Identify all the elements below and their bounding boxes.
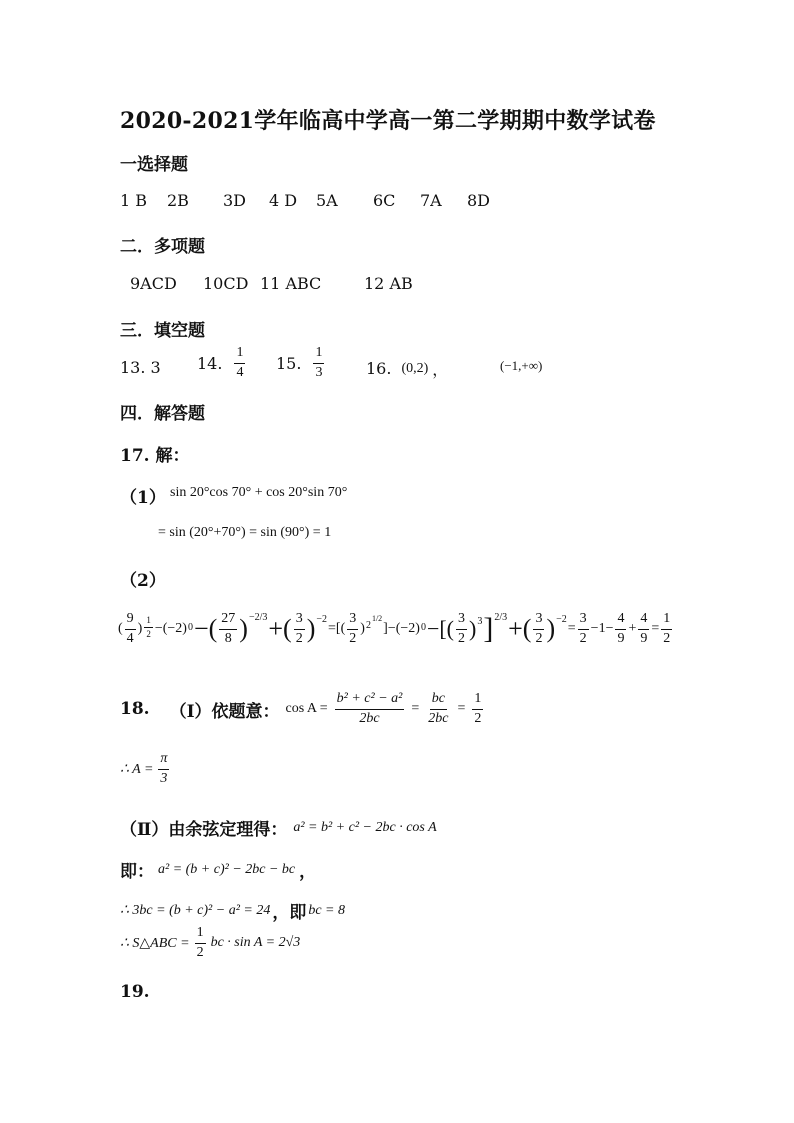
- denominator: 3: [160, 770, 168, 786]
- question-18-part2: [120, 815, 437, 840]
- term: +: [628, 621, 637, 637]
- denominator: 4: [236, 364, 244, 380]
- numerator: 3: [578, 612, 589, 630]
- numerator: 1: [195, 926, 206, 944]
- exponent-fraction: [144, 616, 153, 640]
- math-term: ∴ A =: [120, 761, 154, 777]
- paren: (: [118, 621, 123, 637]
- denominator: 2: [458, 630, 466, 646]
- math-line: a² = b² + c² − 2bc · cos A: [293, 819, 437, 835]
- equals: =: [651, 621, 660, 637]
- numerator: 1: [472, 692, 483, 710]
- fraction: [234, 346, 245, 380]
- fill-answer-16: [366, 357, 448, 380]
- bracket: −[(: [426, 616, 455, 642]
- part-label: （1）: [120, 488, 166, 508]
- choice-answer: 3D: [223, 191, 247, 210]
- term: =[(: [328, 621, 346, 637]
- denominator: 8: [224, 630, 232, 646]
- paren: ): [469, 616, 477, 642]
- numerator: 3: [456, 612, 467, 630]
- term: −1−: [590, 621, 614, 637]
- equals: =: [457, 701, 466, 717]
- separator: ，: [432, 360, 449, 379]
- exponent: −2: [556, 614, 567, 625]
- question-17-label: 17. 解：: [120, 446, 190, 466]
- math-term: cos A =: [285, 701, 328, 717]
- interval-answer: (−1,+∞): [500, 358, 543, 373]
- numerator: 1: [234, 346, 245, 364]
- part-label: （Ⅰ）依题意：: [169, 701, 280, 722]
- exponent: 0: [187, 622, 193, 633]
- part-label: （2）: [120, 571, 166, 591]
- paren: −(: [193, 614, 218, 644]
- multi-answer: 9ACD: [130, 274, 177, 293]
- area-line: [120, 926, 300, 960]
- paren: ): [546, 614, 556, 644]
- numerator: 1: [313, 346, 324, 364]
- math-line: sin 20°cos 70° + cos 20°sin 70°: [170, 485, 348, 500]
- multi-answer: 11 ABC: [260, 274, 322, 293]
- fraction: [426, 692, 450, 726]
- question-number: 16.: [366, 359, 392, 378]
- exponent: 2/3: [494, 612, 508, 623]
- denominator: 9: [617, 630, 625, 646]
- numerator: b² + c² − a²: [335, 692, 405, 710]
- choice-answer: 5A: [316, 191, 338, 210]
- math-line: a² = (b + c)² − 2bc − bc: [158, 861, 296, 877]
- term: ]−(−2): [383, 621, 420, 637]
- multi-answer: 12 AB: [364, 274, 413, 293]
- math-expression: [118, 612, 673, 646]
- fraction: [615, 612, 626, 646]
- numerator: π: [158, 752, 169, 770]
- question-number: 15.: [276, 353, 302, 373]
- choice-answer: 6C: [373, 191, 396, 210]
- numerator: 3: [533, 612, 544, 630]
- interval-answer: (0,2): [401, 360, 429, 376]
- exponent: −2/3: [248, 612, 268, 623]
- denominator: 2: [295, 630, 303, 646]
- denominator: 3: [315, 364, 323, 380]
- numerator: 9: [125, 612, 136, 630]
- equals: =: [411, 701, 420, 717]
- numerator: 27: [219, 612, 237, 630]
- fraction: [456, 612, 467, 646]
- fraction: [125, 612, 136, 646]
- multi-answer: 10CD: [203, 274, 249, 293]
- fraction: [347, 612, 358, 646]
- numerator: 3: [347, 612, 358, 630]
- paren: ): [137, 621, 143, 637]
- choice-answer: 8D: [467, 191, 491, 210]
- bracket: ]: [483, 612, 494, 646]
- numerator: 3: [294, 612, 305, 630]
- part-label: （Ⅱ）由余弦定理得：: [120, 820, 288, 840]
- fraction: [472, 692, 483, 726]
- denominator: 2: [535, 630, 543, 646]
- denominator: 2: [579, 630, 587, 646]
- math-line: ∴ 3bc = (b + c)² − a² = 24: [120, 903, 271, 918]
- equals: =: [567, 621, 576, 637]
- section-heading-choice: 一选择题: [120, 155, 188, 175]
- fraction: [158, 752, 169, 786]
- choice-answer: 1 B: [120, 191, 148, 210]
- fraction: [313, 346, 324, 380]
- bc-line: [120, 898, 345, 923]
- numerator: 4: [615, 612, 626, 630]
- fraction: [294, 612, 305, 646]
- fraction: [335, 692, 405, 726]
- ji-label: 即：: [120, 862, 154, 882]
- ji-label: ，即: [272, 903, 307, 923]
- fraction: [533, 612, 544, 646]
- page-title: 2020-2021学年临高中学高一第二学期期中数学试卷: [120, 108, 656, 134]
- exponent: 3: [477, 616, 483, 627]
- exponent: 0: [420, 622, 426, 633]
- exponent: 2: [365, 620, 371, 631]
- fill-answer-13: 13. 3: [120, 358, 161, 377]
- exponent: −2: [316, 614, 328, 625]
- math-term: ∴ S△ABC =: [120, 935, 190, 951]
- term: −(−2): [154, 621, 187, 637]
- therefore-a: [120, 752, 170, 786]
- section-heading-solve: 四．解答题: [120, 404, 205, 424]
- section-heading-multi: 二．多项题: [120, 237, 205, 257]
- ji-line: [120, 857, 316, 882]
- question-18-part1: [120, 692, 484, 726]
- math-term: bc · sin A = 2√3: [210, 935, 301, 951]
- denominator: 2: [663, 630, 671, 646]
- denominator: 2: [146, 629, 151, 640]
- paren: ): [239, 614, 248, 644]
- question-number: 14.: [197, 353, 223, 373]
- fraction: [219, 612, 237, 646]
- fill-answer-14: [197, 346, 246, 380]
- section-heading-fill: 三．填空题: [120, 321, 205, 341]
- choice-answer: 2B: [167, 191, 189, 210]
- paren: ): [306, 614, 316, 644]
- numerator: 1: [144, 616, 153, 628]
- math-line: bc = 8: [308, 902, 346, 918]
- denominator: 2: [474, 710, 482, 726]
- question-19-label: 19.: [120, 982, 150, 1002]
- denominator: 9: [640, 630, 648, 646]
- fraction: [195, 926, 206, 960]
- fill-answer-15: [276, 346, 325, 380]
- paren: ): [360, 621, 365, 637]
- numerator: 4: [638, 612, 649, 630]
- denominator: 2: [196, 944, 204, 960]
- choice-answer: 7A: [420, 191, 442, 210]
- question-number: 18.: [120, 699, 150, 720]
- paren: +(: [508, 614, 532, 644]
- choice-answer: 4 D: [269, 191, 298, 210]
- denominator: 2: [349, 630, 357, 646]
- denominator: 2bc: [359, 710, 380, 726]
- numerator: 1: [661, 612, 672, 630]
- exponent: 1/2: [371, 614, 383, 623]
- fraction: [638, 612, 649, 646]
- paren: +(: [268, 614, 292, 644]
- fraction: [578, 612, 589, 646]
- fraction: [661, 612, 672, 646]
- denominator: 4: [126, 630, 134, 646]
- denominator: 2bc: [428, 710, 449, 726]
- numerator: bc: [430, 692, 447, 710]
- math-line: = sin (20°+70°) = sin (90°) = 1: [158, 525, 332, 540]
- separator: ，: [299, 862, 317, 882]
